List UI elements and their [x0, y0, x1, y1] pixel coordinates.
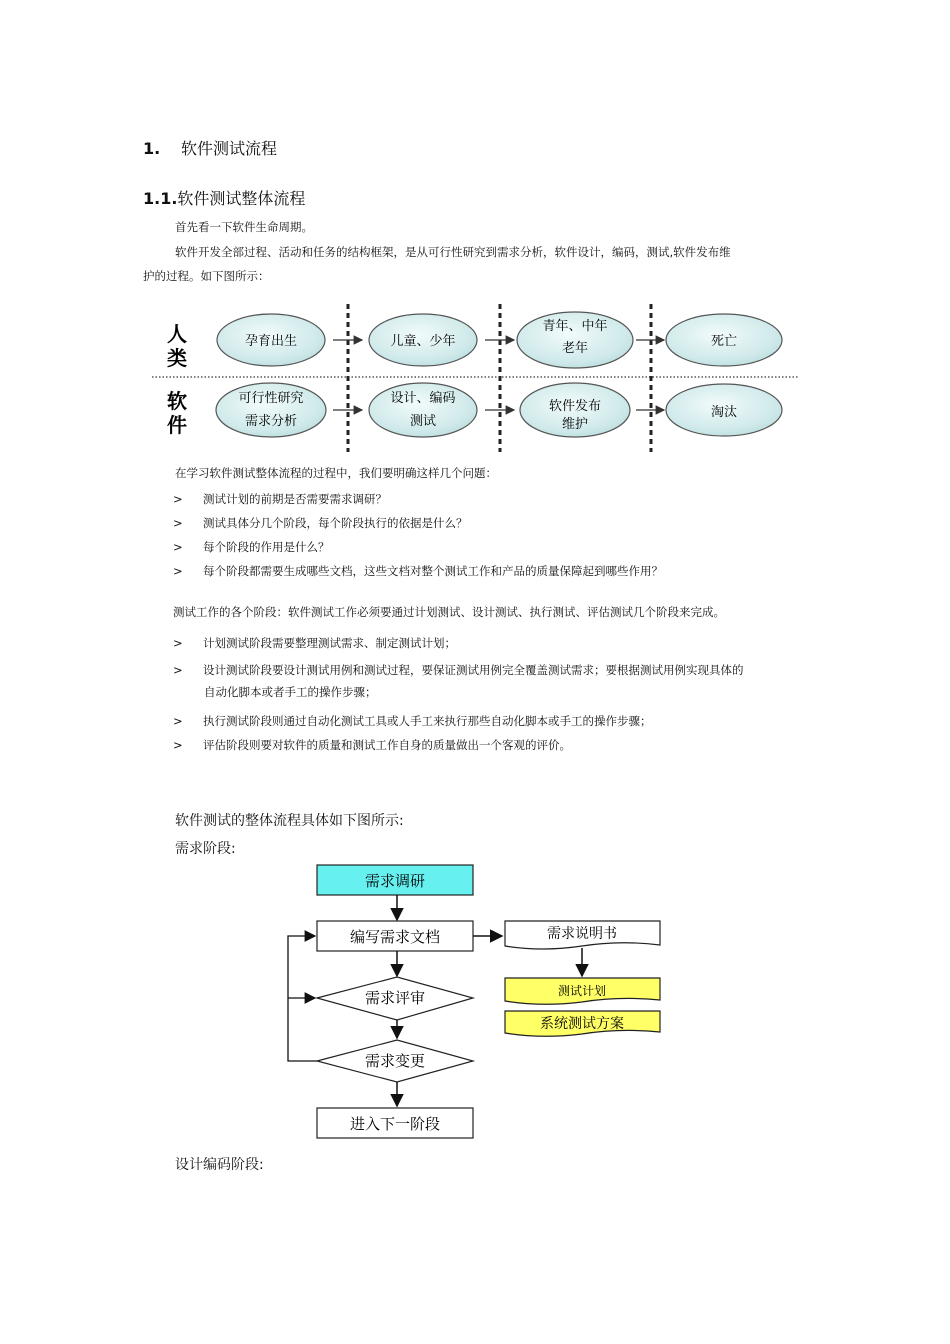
list-item-text: 测试具体分几个阶段，每个阶段执行的依据是什么？ [203, 516, 468, 530]
list-item-continuation: 自动化脚本或者手工的操作步骤； [204, 685, 377, 699]
list-item-text: 执行测试阶段则通过自动化测试工具或人手工来执行那些自动化脚本或手工的操作步骤； [203, 714, 652, 728]
bullet-marker: > [173, 540, 183, 554]
list-item-text: 设计测试阶段要设计测试用例和测试过程，要保证测试用例完全覆盖测试需求；要根据测试用例实现具体的 [203, 663, 744, 677]
bullet-marker: > [173, 516, 183, 530]
row-label-human-1: 人 [167, 322, 187, 346]
list-item [173, 515, 468, 531]
stage-childhood-label: 儿童、少年 [390, 334, 456, 349]
questions-intro: 在学习软件测试整体流程的过程中，我们要明确这样几个问题： [175, 466, 497, 480]
list-item-text: 每个阶段都需要生成哪些文档，这些文档对整个测试工作和产品的质量保障起到哪些作用？ [203, 564, 663, 578]
requirements-phase-title: 需求阶段: [175, 841, 236, 857]
node-next-phase-label: 进入下一阶段 [349, 1115, 441, 1133]
bullet-marker: > [173, 636, 183, 650]
bullet-marker: > [173, 663, 183, 677]
row-label-software-1: 软 [167, 389, 187, 413]
stage-release-label: 软件发布 [548, 399, 602, 414]
row-label-human-2: 类 [167, 346, 187, 370]
stage-death-label: 死亡 [710, 334, 738, 349]
list-item [173, 539, 330, 555]
intro-paragraph-2-line2: 护的过程。如下图所示： [143, 269, 270, 283]
doc-system-test-plan-label: 系统测试方案 [540, 1016, 624, 1032]
list-item [173, 737, 571, 753]
lifecycle-diagram [150, 298, 800, 456]
subsection-heading [143, 186, 305, 209]
stage-retire-label: 淘汰 [710, 405, 738, 420]
list-item-text: 计划测试阶段需要整理测试需求、制定测试计划； [203, 636, 456, 650]
node-change-label: 需求变更 [364, 1052, 426, 1070]
stage-maintenance-label: 维护 [561, 417, 589, 432]
section-heading [143, 136, 277, 159]
list-item [173, 635, 456, 651]
bullet-marker: > [173, 738, 183, 752]
bullet-marker: > [173, 714, 183, 728]
design-phase-title: 设计编码阶段: [175, 1157, 264, 1173]
list-item-text: 测试计划的前期是否需要需求调研？ [203, 492, 387, 506]
stage-requirements-label: 需求分析 [244, 414, 298, 429]
node-review-label: 需求评审 [364, 989, 426, 1007]
list-item [173, 563, 663, 579]
phases-intro: 测试工作的各个阶段：软件测试工作必须要通过计划测试、设计测试、执行测试、评估测试几个阶段来完成。 [173, 605, 725, 619]
stage-adult-label-2: 老年 [561, 341, 589, 356]
list-item [173, 662, 744, 678]
list-item [173, 491, 387, 507]
stage-feasibility-label: 可行性研究 [238, 391, 304, 406]
bullet-marker: > [173, 492, 183, 506]
node-research-label: 需求调研 [364, 872, 426, 890]
section-number: 1. [143, 139, 161, 158]
stage-design-label: 设计、编码 [390, 391, 456, 406]
intro-paragraph-1: 首先看一下软件生命周期。 [175, 220, 313, 234]
list-item [173, 713, 652, 729]
list-item-text: 每个阶段的作用是什么？ [203, 540, 330, 554]
node-write-doc-label: 编写需求文档 [349, 928, 441, 946]
section-title: 软件测试流程 [181, 139, 278, 158]
stage-testing-label: 测试 [409, 414, 437, 429]
doc-test-plan-label: 测试计划 [557, 984, 607, 998]
stage-adult-label-1: 青年、中年 [542, 319, 608, 334]
row-label-software-2: 件 [167, 413, 187, 437]
subsection-title: 软件测试整体流程 [177, 189, 306, 208]
flow-intro: 软件测试的整体流程具体如下图所示: [175, 813, 404, 829]
intro-paragraph-2-line1: 软件开发全部过程、活动和任务的结构框架，是从可行性研究到需求分析，软件设计，编码，测试,软件发布维 [175, 245, 731, 259]
requirements-flowchart [280, 860, 670, 1145]
bullet-marker: > [173, 564, 183, 578]
stage-birth-label: 孕育出生 [244, 334, 298, 349]
doc-requirements-spec-label: 需求说明书 [547, 926, 617, 942]
list-item-text: 评估阶段则要对软件的质量和测试工作自身的质量做出一个客观的评价。 [203, 738, 571, 752]
subsection-number: 1.1. [143, 189, 178, 208]
